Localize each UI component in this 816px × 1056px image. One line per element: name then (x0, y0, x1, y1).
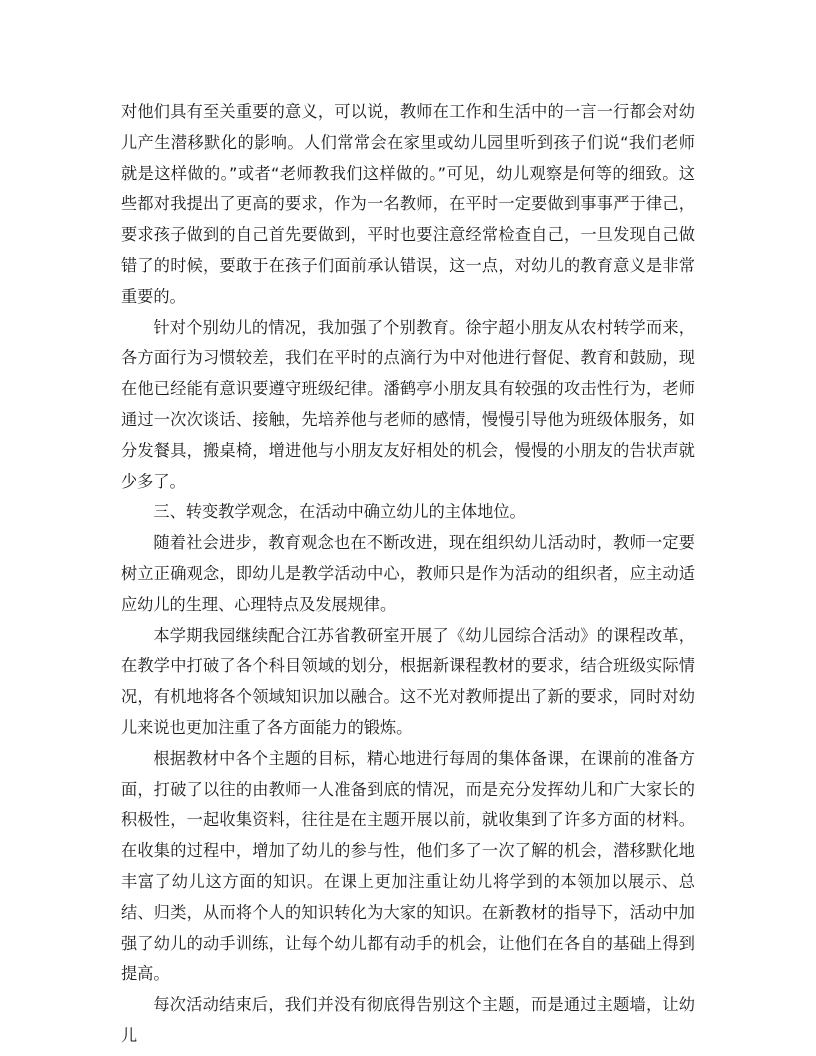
paragraph-4: 随着社会进步，教育观念也在不断改进，现在组织幼儿活动时，教师一定要树立正确观念，即幼儿是教学活动中心，教师只是作为活动的组织者，应主动适应幼儿的生理、心理特点及发展规律。 (121, 533, 695, 614)
document-body (121, 97, 695, 1052)
section-heading-3: 三、转变教学观念，在活动中确立幼儿的主体地位。 (153, 502, 526, 522)
paragraph-6: 根据教材中各个主题的目标，精心地进行每周的集体备课，在课前的准备方面，打破了以往的由教师一人准备到底的情况，而是充分发挥幼儿和广大家长的积极性，一起收集资料，往往是在主题开展以前，就收集到了许多方面的材料。在收集的过程中，增加了幼儿的参与性，他们多了一次了解的机会，潜移默化地丰富了幼儿这方面的知识。在课上更加注重让幼儿将学到的本领加以展示、总结、归类，从而将个人的知识转化为大家的知识。在新教材的指导下，活动中加强了幼儿的动手训练，让每个幼儿都有动手的机会，让他们在各自的基础上得到提高。 (121, 748, 695, 984)
paragraph-2: 针对个别幼儿的情况，我加强了个别教育。徐宇超小朋友从农村转学而来，各方面行为习惯较差，我们在平时的点滴行为中对他进行督促、教育和鼓励，现在他已经能有意识要遵守班级纪律。潘鹤亭小朋友具有较强的攻击性行为，老师通过一次次谈话、接触，先培养他与老师的感情，慢慢引导他为班级体服务，如分发餐具，搬桌椅，增进他与小朋友友好相处的机会，慢慢的小朋友的告状声就少多了。 (121, 317, 695, 491)
paragraph-7: 每次活动结束后，我们并没有彻底得告别这个主题，而是通过主题墙，让幼儿 (121, 995, 695, 1045)
paragraph-5: 本学期我园继续配合江苏省教研室开展了《幼儿园综合活动》的课程改革，在教学中打破了各个科目领域的划分，根据新课程教材的要求，结合班级实际情况，有机地将各个领域知识加以融合。这不光对教师提出了新的要求，同时对幼儿来说也更加注重了各方面能力的锻炼。 (121, 625, 695, 737)
paragraph-1: 对他们具有至关重要的意义，可以说，教师在工作和生活中的一言一行都会对幼儿产生潜移默化的影响。人们常常会在家里或幼儿园里听到孩子们说“我们老师就是这样做的。”或者“老师教我们这样做的。”可见，幼儿观察是何等的细致。这些都对我提出了更高的要求，作为一名教师，在平时一定要做到事事严于律己，要求孩子做到的自己首先要做到，平时也要注意经常检查自己，一旦发现自己做错了的时候，要敢于在孩子们面前承认错误，这一点，对幼儿的教育意义是非常重要的。 (121, 102, 695, 306)
